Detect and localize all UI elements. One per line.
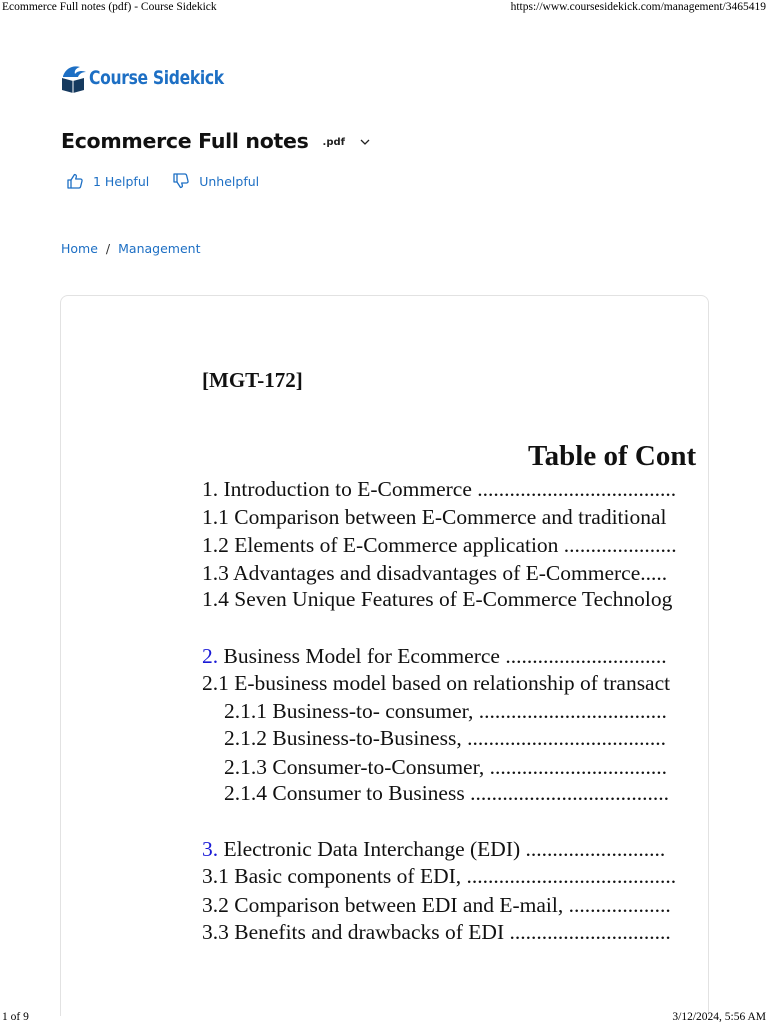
document-preview[interactable] [60,295,709,1016]
breadcrumb [61,241,200,256]
vote-row [66,170,259,192]
toc-section-number: 3. [202,837,219,861]
breadcrumb-home-link[interactable]: Home [61,241,98,256]
print-footer [0,1009,768,1023]
logo-text: Course Sidekick [89,67,224,89]
toc-section-line [202,644,667,669]
toc-line: 1.3 Advantages and disadvantages of E-Commerce..... [202,561,668,585]
toc-line: 3.2 Comparison between EDI and E-mail, ................... [202,893,671,917]
helpful-label: 1 Helpful [93,173,150,189]
toc-line: 1.4 Seven Unique Features of E-Commerce Technolog [202,587,673,611]
toc-line: 2.1.4 Consumer to Business ..................................... [224,781,669,805]
course-sidekick-logo[interactable] [60,61,253,95]
print-page-indicator: 1 of 9 [2,1011,29,1023]
thumbs-up-icon [66,172,84,190]
book-wave-logo-icon [60,62,88,94]
toc-section-line [202,837,665,862]
toc-line: 2.1 E-business model based on relationship of transact [202,671,671,695]
toc-section-number: 2. [202,644,219,668]
toc-line: 1.2 Elements of E-Commerce application ..................... [202,533,677,557]
print-header [0,1,768,15]
document-title: Ecommerce Full notes [61,129,309,153]
document-title-row [61,126,371,156]
unhelpful-label: Unhelpful [199,173,260,189]
print-page-url: https://www.coursesidekick.com/management/3465419 [510,1,766,13]
breadcrumb-separator: / [105,241,111,256]
toc-line: 2.1.1 Business-to- consumer, ................................... [224,699,667,723]
toc-line: 3.1 Basic components of EDI, ....................................... [202,864,677,888]
print-timestamp: 3/12/2024, 5:56 AM [672,1011,766,1023]
helpful-button[interactable] [66,172,149,190]
file-extension-badge: .pdf [322,136,345,148]
course-code: [MGT-172] [202,368,303,392]
toc-section-title: Electronic Data Interchange (EDI) .......................... [223,837,666,861]
toc-line: 1.1 Comparison between E-Commerce and traditional [202,505,667,529]
toc-line: 2.1.3 Consumer-to-Consumer, ................................. [224,755,668,779]
thumbs-down-icon [172,172,190,190]
chevron-down-icon[interactable] [359,136,371,148]
toc-line: 1. Introduction to E-Commerce ..................................... [202,477,677,501]
print-page-title: Ecommerce Full notes (pdf) - Course Sidekick [2,1,217,13]
toc-line: 3.3 Benefits and drawbacks of EDI .............................. [202,920,671,944]
toc-heading: Table of Cont [528,440,697,472]
document-page [61,296,709,1016]
unhelpful-button[interactable] [172,172,259,190]
toc-line: 2.1.2 Business-to-Business, ..................................... [224,726,666,750]
toc-section-title: Business Model for Ecommerce .............................. [223,644,667,668]
breadcrumb-category-link[interactable]: Management [118,241,201,256]
